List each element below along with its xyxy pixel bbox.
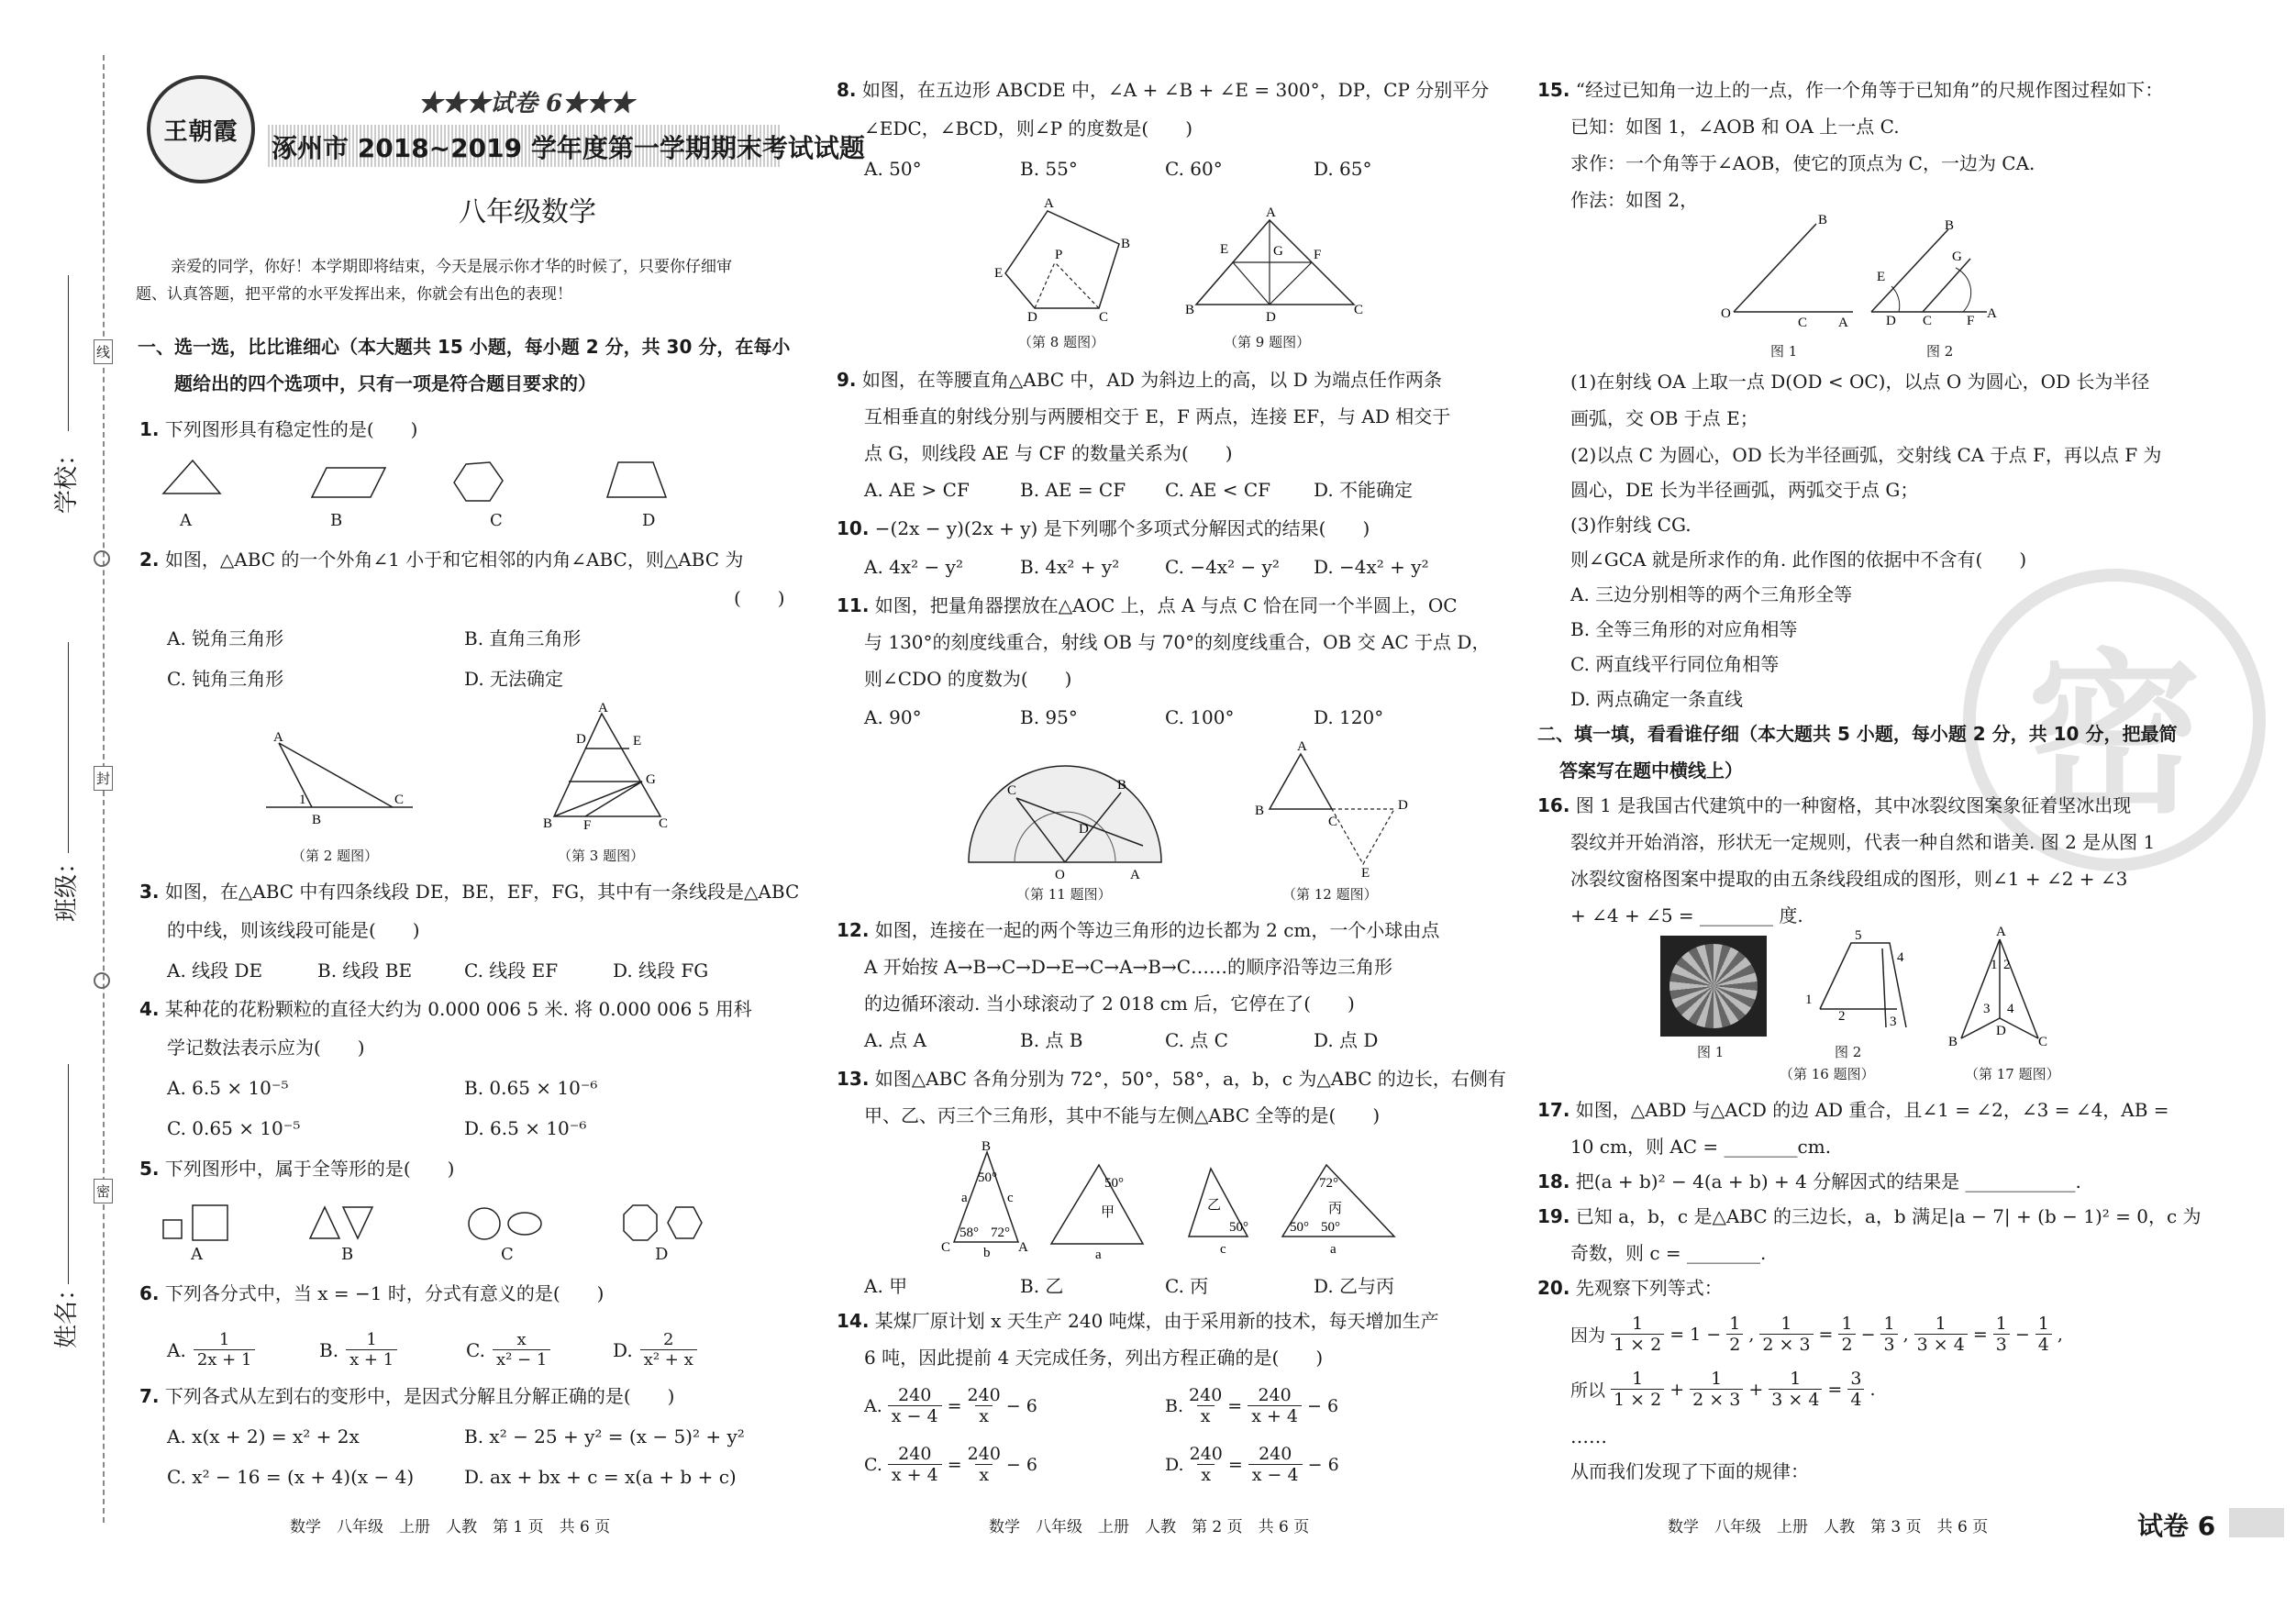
q3-text: 3. 如图，在△ABC 中有四条线段 DE，BE，EF，FG，其中有一条线段是△ABC [139, 881, 800, 903]
svg-text:B: B [1948, 1035, 1958, 1049]
q4-option-c[interactable]: C. 0.65 × 10⁻⁵ [167, 1117, 301, 1139]
q15-fig1-caption: 图 1 [1770, 343, 1798, 360]
svg-text:C: C [1328, 815, 1338, 829]
svg-text:A: A [1987, 306, 1997, 321]
svg-text:3: 3 [1890, 1015, 1897, 1029]
q14-text: 14. 某煤厂原计划 x 天生产 240 吨煤，由于采用新的技术，每天增加生产 [837, 1310, 1439, 1332]
q13-text2: 甲、乙、丙三个三角形，其中不能与左侧△ABC 全等的是( ) [864, 1104, 1381, 1126]
q20-text: 20. 先观察下列等式： [1537, 1277, 1723, 1299]
svg-text:E: E [633, 734, 642, 749]
q15-option-a[interactable]: A. 三边分别相等的两个三角形全等 [1570, 583, 1853, 605]
q18-text: 18. 把(a + b)² − 4(a + b) + 4 分解因式的结果是 ____________. [1537, 1170, 2081, 1192]
q14-text2: 6 吨，因此提前 4 天完成任务，列出方程正确的是( ) [864, 1347, 1324, 1369]
svg-text:4: 4 [1897, 950, 1904, 965]
q14-option-b[interactable]: B. $\frac{240}{x}$ = $\frac{240}{x + 4}$ − 6 [1165, 1385, 1339, 1426]
q1-figures [156, 449, 706, 532]
q1-hexagon [454, 462, 503, 501]
school-label: 学校： [53, 441, 81, 514]
class-label: 班级： [53, 849, 81, 922]
school-line [68, 275, 69, 431]
q1-text: 1. 下列图形具有稳定性的是( ) [139, 418, 418, 440]
seal-mi: 密 [94, 1179, 113, 1203]
q13-option-c[interactable]: C. 丙 [1165, 1275, 1209, 1297]
svg-text:E: E [1220, 242, 1229, 257]
svg-text:E: E [1877, 270, 1886, 284]
svg-text:1: 1 [299, 793, 306, 807]
q5-option-b[interactable]: B [341, 1245, 354, 1264]
svg-text:A: A [1044, 196, 1054, 211]
q11-text3: 则∠CDO 的度数为( ) [864, 668, 1072, 690]
footer-badge-bar [2229, 1508, 2284, 1537]
q11-caption: （第 11 题图） [1016, 886, 1112, 903]
q17-caption: （第 17 题图） [1965, 1066, 2060, 1082]
q11-protractor-figure [959, 745, 1170, 882]
q2-paren: ( ) [734, 587, 785, 609]
svg-text:O: O [1055, 868, 1065, 882]
q11-option-d[interactable]: D. 120° [1314, 706, 1384, 728]
svg-text:1: 1 [1991, 958, 1998, 972]
svg-text:C: C [1798, 316, 1808, 330]
q11-text: 11. 如图，把量角器摆放在△AOC 上，点 A 与点 C 恰在同一个半圆上，OC [837, 594, 1458, 616]
q12-text: 12. 如图，连接在一起的两个等边三角形的边长都为 2 cm，一个小球由点 [837, 919, 1440, 941]
svg-text:c: c [1220, 1242, 1226, 1257]
q4-text: 4. 某种花的花粉颗粒的直径大约为 0.000 006 5 米. 将 0.000 006 5 用科 [139, 998, 752, 1020]
q2-option-c[interactable]: C. 钝角三角形 [167, 668, 284, 690]
q12-text2: A 开始按 A→B→C→D→E→C→A→B→C……的顺序沿等边三角形 [864, 956, 1393, 978]
q12-option-a[interactable]: A. 点 A [864, 1029, 926, 1051]
svg-text:C: C [1923, 314, 1933, 328]
seal-feng: 封 [94, 766, 113, 791]
q12-figure [1248, 741, 1413, 879]
q8-option-c[interactable]: C. 60° [1165, 158, 1223, 180]
svg-text:50°: 50° [1229, 1220, 1248, 1235]
svg-text:B: B [1945, 218, 1955, 233]
section2-line1: 二、填一填，看看谁仔细（本大题共 5 小题，每小题 2 分，共 10 分，把最简 [1537, 723, 2178, 745]
svg-text:E: E [994, 266, 1004, 281]
q20-ellipsis: …… [1570, 1425, 1607, 1447]
q15-step4: 则∠GCA 就是所求作的角. 此作图的依据中不含有( ) [1570, 549, 2027, 571]
q12-caption: （第 12 题图） [1282, 886, 1378, 903]
svg-text:甲: 甲 [1101, 1205, 1115, 1220]
svg-text:D: D [1886, 314, 1896, 328]
q9-text3: 点 G，则线段 AE 与 CF 的数量关系为( ) [864, 442, 1233, 464]
q16-text2: 裂纹并开始消溶，形状无一定规则，代表一种自然和谐美. 图 2 是从图 1 [1570, 831, 2156, 853]
logo-badge [147, 75, 255, 183]
q16-fig2-caption: 图 2 [1835, 1044, 1862, 1060]
q14-option-a[interactable]: A. $\frac{240}{x - 4}$ = $\frac{240}{x}$ − 6 [864, 1385, 1037, 1426]
q1-option-a[interactable]: A [180, 511, 192, 530]
q13-option-b[interactable]: B. 乙 [1020, 1275, 1064, 1297]
q9-figure [1183, 207, 1367, 327]
svg-text:D: D [1996, 1024, 2006, 1038]
svg-text:B: B [1117, 778, 1127, 793]
svg-text:P: P [1055, 248, 1063, 262]
q5-text: 5. 下列图形中，属于全等形的是( ) [139, 1158, 455, 1180]
q2-figure [257, 730, 422, 831]
q6-text: 6. 下列各分式中，当 x = −1 时，分式有意义的是( ) [139, 1282, 605, 1304]
q2-option-b[interactable]: B. 直角三角形 [464, 627, 582, 649]
section1-line1: 一、选一选，比比谁细心（本大题共 15 小题，每小题 2 分，共 30 分，在每小 [138, 336, 791, 358]
seal-line: 线 [94, 339, 113, 364]
q8-option-d[interactable]: D. 65° [1314, 158, 1372, 180]
svg-text:A: A [1018, 1240, 1028, 1255]
q15-option-c[interactable]: C. 两直线平行同位角相等 [1570, 653, 1780, 675]
footer-page2: 数学 八年级 上册 人教 第 2 页 共 6 页 [989, 1518, 1310, 1536]
q8-figure [991, 193, 1137, 325]
svg-text:50°: 50° [1290, 1220, 1309, 1235]
footer-badge: 试卷 6 [2137, 1511, 2216, 1541]
q1-parallelogram [312, 468, 385, 497]
q8-text: 8. 如图，在五边形 ABCDE 中，∠A + ∠B + ∠E = 300°，DP，CP 分别平分 [837, 79, 1490, 101]
q4-option-d[interactable]: D. 6.5 × 10⁻⁶ [464, 1117, 587, 1139]
svg-text:G: G [646, 772, 656, 787]
q13-text: 13. 如图△ABC 各角分别为 72°，50°，58°，a，b，c 为△ABC 的边长，右侧有 [837, 1068, 1506, 1090]
q15-step1: (1)在射线 OA 上取一点 D(OD < OC)，以点 O 为圆心，OD 长为半径 [1570, 371, 2150, 393]
q10-option-b[interactable]: B. 4x² + y² [1020, 556, 1120, 578]
q3-option-d[interactable]: D. 线段 FG [613, 959, 709, 981]
q17-figure [1945, 926, 2064, 1055]
q15-step2: (2)以点 C 为圆心，OD 长为半径画弧，交射线 CA 于点 F，再以点 F 为 [1570, 444, 2162, 466]
svg-text:A: A [1996, 925, 2006, 939]
svg-text:C: C [2038, 1035, 2048, 1049]
svg-text:丙: 丙 [1328, 1202, 1343, 1216]
svg-text:2: 2 [2003, 958, 2011, 972]
q19-text: 19. 已知 a，b，c 是△ABC 的三边长，a，b 满足|a − 7| + (b − 1)² = 0，c 为 [1537, 1205, 2202, 1227]
q2-option-a[interactable]: A. 锐角三角形 [167, 627, 284, 649]
svg-text:c: c [1007, 1191, 1014, 1205]
svg-text:B: B [543, 816, 553, 831]
svg-text:a: a [1330, 1242, 1337, 1257]
q2-caption: （第 2 题图） [292, 848, 379, 864]
svg-text:C: C [1007, 783, 1017, 798]
svg-text:50°: 50° [1104, 1176, 1124, 1191]
q3-option-a[interactable]: A. 线段 DE [167, 959, 263, 981]
q11-option-c[interactable]: C. 100° [1165, 706, 1235, 728]
svg-text:F: F [1967, 314, 1975, 328]
q16-text4: + ∠4 + ∠5 = ________ 度. [1570, 904, 1803, 926]
svg-text:72°: 72° [1319, 1176, 1338, 1191]
q8-option-b[interactable]: B. 55° [1020, 158, 1078, 180]
svg-text:乙: 乙 [1207, 1198, 1222, 1213]
svg-text:D: D [1266, 310, 1276, 325]
q15-text4: 作法：如图 2， [1570, 189, 1699, 211]
q9-option-a[interactable]: A. AE > CF [864, 479, 970, 501]
q7-text: 7. 下列各式从左到右的变形中，是因式分解且分解正确的是( ) [139, 1385, 675, 1407]
section1-line2: 题给出的四个选项中，只有一项是符合题目要求的） [174, 372, 596, 394]
svg-text:D: D [576, 732, 586, 747]
binding-circle-2 [94, 972, 110, 989]
svg-text:50°: 50° [1321, 1220, 1340, 1235]
svg-text:A: A [1266, 205, 1276, 220]
q10-option-d[interactable]: D. −4x² + y² [1314, 556, 1429, 578]
q7-option-b[interactable]: B. x² − 25 + y² = (x − 5)² + y² [464, 1425, 745, 1447]
q15-text2: 已知：如图 1，∠AOB 和 OA 上一点 C. [1570, 116, 1900, 138]
svg-text:D: D [1027, 310, 1037, 325]
q11-option-b[interactable]: B. 95° [1020, 706, 1078, 728]
svg-text:2: 2 [1838, 1009, 1846, 1024]
q1-triangle [163, 460, 220, 494]
q16-window-image [1660, 936, 1767, 1037]
svg-text:O: O [1721, 306, 1731, 321]
q5-option-d[interactable]: D [655, 1245, 669, 1264]
svg-text:C: C [1099, 310, 1109, 325]
class-line [68, 642, 69, 853]
subject-title: 八年级数学 [459, 196, 596, 228]
q12-text3: 的边循环滚动. 当小球滚动了 2 018 cm 后，它停在了( ) [864, 993, 1355, 1015]
q15-text: 15. “经过已知角一边上的一点，作一个角等于已知角”的尺规作图过程如下： [1537, 79, 2164, 101]
q9-option-b[interactable]: B. AE = CF [1020, 479, 1126, 501]
svg-text:50°: 50° [978, 1170, 997, 1185]
q6-option-c[interactable]: C. x x² − 1 [466, 1330, 550, 1370]
logo-text: 王朝霞 [163, 117, 238, 146]
q8-option-a[interactable]: A. 50° [864, 158, 922, 180]
svg-text:A: A [598, 701, 608, 715]
svg-text:4: 4 [2007, 1002, 2014, 1016]
svg-text:a: a [1095, 1248, 1102, 1262]
svg-text:58°: 58° [959, 1225, 979, 1240]
q20-because-line: 因为 $\frac{1}{1 \times 2}$ = 1 − $\frac{1}{2}$ , $\frac{1}{2 \times 3}$ = $\frac{1}{2}$ − $\frac{1}{3}$ , $\frac{1}{3 \times 4}$ = $\frac{1}{3}$ − $\frac{1}{4}$ , [1570, 1314, 2063, 1355]
footer-page3: 数学 八年级 上册 人教 第 3 页 共 6 页 [1668, 1518, 1989, 1536]
svg-text:3: 3 [1983, 1002, 1991, 1016]
svg-text:C: C [659, 816, 669, 831]
q7-option-c[interactable]: C. x² − 16 = (x + 4)(x − 4) [167, 1466, 415, 1488]
q4-text2: 学记数法表示应为( ) [167, 1037, 365, 1059]
q16-caption: （第 16 题图） [1780, 1066, 1875, 1082]
q11-text2: 与 130°的刻度线重合，射线 OB 与 70°的刻度线重合，OB 交 AC 于点 D， [864, 631, 1491, 653]
svg-text:F: F [583, 818, 592, 833]
q15-fig2-caption: 图 2 [1926, 343, 1954, 360]
q15-step3: (3)作射线 CG. [1570, 514, 1691, 536]
q13-figures [926, 1141, 1440, 1260]
q17-text2: 10 cm，则 AC = ________cm. [1570, 1136, 1832, 1158]
q15-option-b[interactable]: B. 全等三角形的对应角相等 [1570, 618, 1798, 640]
svg-text:A: A [1838, 316, 1848, 330]
svg-text:b: b [983, 1246, 991, 1260]
svg-text:A: A [1297, 739, 1307, 754]
q13-option-d[interactable]: D. 乙与丙 [1314, 1275, 1395, 1297]
header-badge: ★★★试卷 6★★★ [418, 90, 635, 117]
q17-text: 17. 如图，△ABD 与△ACD 的边 AD 重合，且∠1 = ∠2，∠3 = ∠4，AB = [1537, 1099, 2169, 1121]
section2-heading [1537, 715, 2177, 789]
svg-text:72°: 72° [991, 1225, 1010, 1240]
q3-caption: （第 3 题图） [558, 848, 645, 864]
svg-text:E: E [1361, 866, 1370, 881]
svg-text:A: A [273, 730, 283, 745]
svg-text:B: B [312, 813, 322, 827]
svg-text:B: B [1185, 303, 1195, 317]
q15-figures [1715, 211, 1997, 339]
q9-option-c[interactable]: C. AE < CF [1165, 479, 1270, 501]
q3-option-b[interactable]: B. 线段 BE [317, 959, 413, 981]
svg-text:B: B [982, 1139, 992, 1154]
exam-title: 涿州市 2018~2019 学年度第一学期期末考试试题 [272, 133, 865, 163]
svg-text:G: G [1952, 250, 1962, 264]
q10-text: 10. −(2x − y)(2x + y) 是下列哪个多项式分解因式的结果( ) [837, 517, 1370, 539]
q8-text2: ∠EDC，∠BCD，则∠P 的度数是( ) [864, 117, 1193, 139]
footer-page1: 数学 八年级 上册 人教 第 1 页 共 6 页 [290, 1518, 611, 1536]
q1-option-b[interactable]: B [330, 511, 343, 530]
svg-text:F: F [1314, 248, 1322, 262]
intro-line2: 题、认真答题，把平常的水平发挥出来，你就会有出色的表现！ [136, 285, 572, 304]
q12-option-b[interactable]: B. 点 B [1020, 1029, 1083, 1051]
svg-text:B: B [1255, 804, 1265, 818]
q9-option-d[interactable]: D. 不能确定 [1314, 479, 1414, 501]
q9-text: 9. 如图，在等腰直角△ABC 中，AD 为斜边上的高，以 D 为端点任作两条 [837, 369, 1443, 391]
svg-text:5: 5 [1855, 928, 1862, 943]
q6-options [167, 1321, 717, 1376]
q20-therefore-line: 所以 1 1 × 2 + $\frac{1}{2 \times 3}$ + $\frac{1}{3 \times 4}$ = $\frac{3}{4}$ . [1570, 1369, 1876, 1410]
svg-text:A: A [1130, 868, 1140, 882]
q12-option-c[interactable]: C. 点 C [1165, 1029, 1228, 1051]
q9-text2: 互相垂直的射线分别与两腰相交于 E，F 两点，连接 EF，与 AD 相交于 [864, 405, 1451, 427]
q5-option-c[interactable]: C [501, 1245, 514, 1264]
q14-option-c[interactable]: C. $\frac{240}{x + 4}$ = $\frac{240}{x}$ − 6 [864, 1444, 1037, 1485]
q14-option-d[interactable]: D. $\frac{240}{x}$ = $\frac{240}{x - 4}$ − 6 [1165, 1444, 1339, 1485]
q15-option-d[interactable]: D. 两点确定一条直线 [1570, 688, 1744, 710]
section1-heading [138, 328, 790, 402]
q20-rule-intro: 从而我们发现了下面的规律： [1570, 1460, 1809, 1482]
q10-option-c[interactable]: C. −4x² − y² [1165, 556, 1280, 578]
q3-figure [541, 701, 679, 835]
q15-step1b: 画弧，交 OB 于点 E； [1570, 407, 1758, 429]
section2-line2: 答案写在题中横线上） [1559, 760, 1743, 782]
svg-text:B: B [1818, 213, 1828, 227]
svg-text:C: C [1354, 303, 1364, 317]
q16-text: 16. 图 1 是我国古代建筑中的一种窗格，其中冰裂纹图案象征着坚冰出现 [1537, 794, 2132, 816]
q4-option-a[interactable]: A. 6.5 × 10⁻⁵ [167, 1077, 289, 1099]
q3-text2: 的中线，则该线段可能是( ) [167, 919, 420, 941]
q13-option-a[interactable]: A. 甲 [864, 1275, 908, 1297]
name-line [68, 1064, 69, 1284]
name-label: 姓名： [53, 1276, 81, 1348]
q2-option-d[interactable]: D. 无法确定 [464, 668, 564, 690]
q15-step2b: 圆心，DE 长为半径画弧，两弧交于点 G； [1570, 479, 1919, 501]
svg-text:C: C [941, 1240, 951, 1255]
q7-option-a[interactable]: A. x(x + 2) = x² + 2x [167, 1425, 360, 1447]
svg-text:1: 1 [1805, 993, 1813, 1007]
svg-text:D: D [1079, 822, 1089, 837]
q4-option-b[interactable]: B. 0.65 × 10⁻⁶ [464, 1077, 598, 1099]
q16-fig1-caption: 图 1 [1697, 1044, 1725, 1060]
q2-text: 2. 如图，△ABC 的一个外角∠1 小于和它相邻的内角∠ABC，则△ABC 为 [139, 549, 744, 571]
intro-line1: 亲爱的同学，你好！本学期即将结束，今天是展示你才华的时候了，只要你仔细审 [171, 258, 732, 276]
q5-option-a[interactable]: A [191, 1245, 203, 1264]
q16-figure2 [1798, 930, 1917, 1040]
q12-option-d[interactable]: D. 点 D [1314, 1029, 1379, 1051]
q15-text3: 求作：一个角等于∠AOB，使它的顶点为 C，一边为 CA. [1570, 152, 2035, 174]
q6-option-b[interactable]: B. 1 x + 1 [319, 1330, 397, 1370]
q10-option-a[interactable]: A. 4x² − y² [864, 556, 963, 578]
q6-option-d[interactable]: D. 2 x² + x [613, 1330, 697, 1370]
q5-figures [161, 1198, 712, 1253]
q1-option-c[interactable]: C [490, 511, 503, 530]
q3-option-c[interactable]: C. 线段 EF [464, 959, 559, 981]
q9-caption: （第 9 题图） [1224, 334, 1311, 350]
svg-text:D: D [1398, 798, 1408, 813]
q11-option-a[interactable]: A. 90° [864, 706, 922, 728]
q1-trapezoid [607, 462, 666, 497]
q1-option-d[interactable]: D [642, 511, 656, 530]
svg-text:a: a [961, 1191, 968, 1205]
q8-caption: （第 8 题图） [1018, 334, 1105, 350]
svg-text:C: C [394, 793, 405, 807]
svg-text:G: G [1273, 244, 1283, 259]
q6-option-a[interactable]: A. 1 2x + 1 [167, 1330, 255, 1370]
q16-text3: 冰裂纹窗格图案中提取的由五条线段组成的图形，则∠1 + ∠2 + ∠3 [1570, 868, 2128, 890]
svg-text:B: B [1121, 237, 1131, 251]
stamp-char: 密 [2026, 633, 2202, 837]
binding-circle-1 [94, 550, 110, 567]
q19-text2: 奇数，则 c = ________. [1570, 1242, 1767, 1264]
q7-option-d[interactable]: D. ax + bx + c = x(a + b + c) [464, 1466, 737, 1488]
